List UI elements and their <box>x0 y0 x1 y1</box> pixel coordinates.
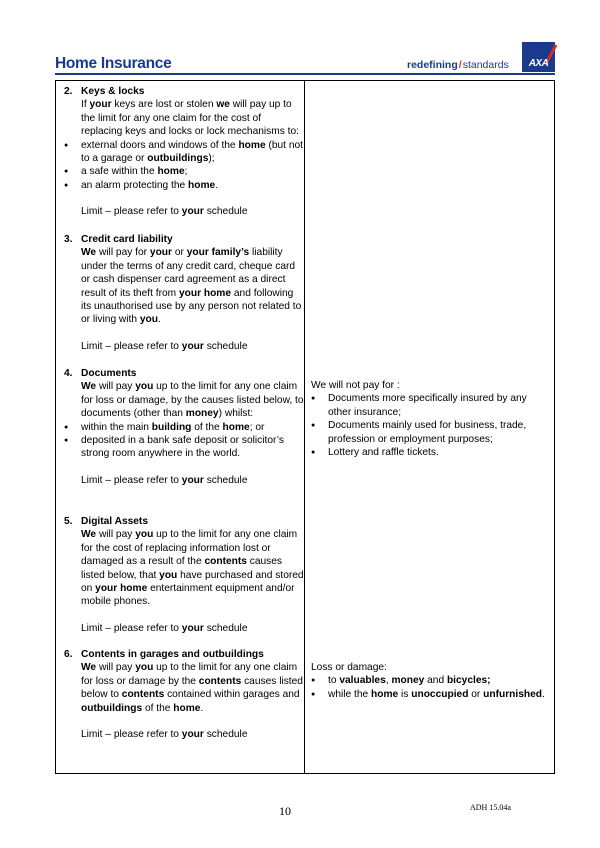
emphasis-term: contents <box>121 689 165 701</box>
emphasis-term: We <box>81 381 97 393</box>
bullet-item <box>64 434 304 461</box>
text-run: contained within garages and <box>164 689 300 701</box>
text-run: a safe within the <box>81 166 158 178</box>
section-limit <box>64 474 304 487</box>
emphasis-term: your <box>149 247 172 259</box>
emphasis-term: building <box>151 421 192 433</box>
emphasis-term: bicycles; <box>446 675 491 687</box>
text-run: will pay <box>96 381 136 393</box>
text-run: up to the limit for any one claim for loss or damage by the <box>81 662 298 687</box>
text-run: If <box>81 99 90 111</box>
emphasis-term: We <box>81 247 97 259</box>
text-run: liability under the terms of any credit card, cheque card or cash dispenser card agreement as a direct result of its theft from <box>81 247 296 299</box>
text-run: will pay for <box>96 247 150 259</box>
text-run: Documents mainly used for business, trade, profession or employment purposes; <box>328 420 527 445</box>
logo-text: AXA <box>528 58 549 69</box>
emphasis-term: your <box>181 340 204 352</box>
section-title: Documents <box>81 368 137 379</box>
bullet-item <box>64 421 304 434</box>
bullet-item <box>64 179 304 192</box>
section-body <box>64 528 304 608</box>
text-run: will pay <box>96 529 136 541</box>
section-number: 6. <box>64 649 73 660</box>
emphasis-term: money <box>391 675 425 687</box>
emphasis-term: home <box>188 179 216 191</box>
text-run: and <box>424 675 447 687</box>
section-number: 2. <box>64 86 73 97</box>
section-title: Contents in garages and outbuildings <box>81 649 264 660</box>
text-run: and following its unauthorised use by any person not related to or living with <box>81 287 302 326</box>
text-run: Limit – please refer to <box>81 729 182 741</box>
header-rule <box>55 73 555 75</box>
emphasis-term: We <box>81 662 97 674</box>
emphasis-term: home <box>238 139 266 151</box>
text-run: schedule <box>203 729 248 741</box>
section-heading <box>64 367 304 380</box>
section-garages <box>64 648 304 741</box>
bullet-item <box>64 139 304 166</box>
emphasis-term: home <box>222 421 250 433</box>
section-heading <box>64 648 304 661</box>
text-run: causes listed below, that <box>81 556 283 581</box>
column-divider <box>304 81 305 773</box>
emphasis-term: unoccupied <box>411 688 469 700</box>
section-bullets <box>64 139 304 193</box>
text-run: within the main <box>81 421 152 433</box>
document-code: ADH 15.04a <box>470 803 511 812</box>
emphasis-term: you <box>135 529 154 541</box>
emphasis-term: your <box>181 206 204 218</box>
text-run: Documents more specifically insured by any other insurance; <box>328 393 527 418</box>
text-run: ); <box>208 153 215 165</box>
text-run: ; <box>184 166 188 178</box>
section-title: Keys & locks <box>81 86 145 97</box>
section-body <box>64 661 304 715</box>
text-run: Limit – please refer to <box>81 622 182 634</box>
section-heading <box>64 85 304 98</box>
tagline-first: redefining <box>407 59 458 71</box>
text-run: external doors and windows of the <box>81 139 239 151</box>
text-run: have purchased and stored on <box>81 569 304 595</box>
page-title: Home Insurance <box>55 55 172 72</box>
emphasis-term: money <box>185 408 219 420</box>
text-run: or <box>171 247 187 259</box>
text-run: up to the limit for any one claim for the cost of replacing information lost or damaged as a result of the <box>81 529 298 568</box>
section-limit <box>64 205 304 218</box>
emphasis-term: unfurnished <box>483 688 543 700</box>
coverage-table <box>55 80 555 774</box>
text-run: will pay up to the limit for any one claim for the cost of replacing keys and locks or lock mechanisms to: <box>81 99 299 138</box>
emphasis-term: valuables <box>339 675 386 687</box>
text-run: (but not to a garage or <box>81 139 303 165</box>
emphasis-term: outbuildings <box>81 702 143 714</box>
emphasis-term: you <box>135 662 154 674</box>
text-run: keys are lost or stolen <box>111 99 217 111</box>
section-limit <box>64 340 304 353</box>
emphasis-term: your <box>181 622 204 634</box>
text-run: We will not pay for : <box>311 380 400 391</box>
text-run: schedule <box>203 206 248 218</box>
section-limit <box>64 622 304 635</box>
section-body <box>64 246 304 326</box>
text-run: to <box>328 675 340 687</box>
exclusion-item <box>311 688 547 701</box>
bullet-item <box>64 165 304 178</box>
emphasis-term: your <box>181 474 204 486</box>
text-run: ) whilst: <box>218 408 254 420</box>
emphasis-term: We <box>81 529 97 541</box>
section-heading <box>64 515 304 528</box>
emphasis-term: outbuildings <box>147 153 209 165</box>
text-run: is <box>398 688 412 700</box>
exclusions-intro <box>311 379 547 392</box>
section-title: Credit card liability <box>81 234 173 245</box>
section-digital-assets <box>64 515 304 635</box>
emphasis-term: you <box>135 381 154 393</box>
text-run: will pay <box>96 662 136 674</box>
section-credit-card <box>64 233 304 353</box>
exclusion-item <box>311 419 547 446</box>
text-run: deposited in a bank safe deposit or solicitor’s strong room anywhere in the world. <box>81 435 284 460</box>
section-bullets <box>64 421 304 461</box>
text-run: Limit – please refer to <box>81 474 182 486</box>
exclusion-item <box>311 446 547 459</box>
section-body <box>64 380 304 420</box>
exclusion-item <box>311 392 547 419</box>
section-keys-locks <box>64 85 304 219</box>
text-run: causes listed below to <box>81 675 303 701</box>
emphasis-term: we <box>216 99 230 111</box>
text-run: . <box>200 702 204 714</box>
text-run: or <box>468 688 484 700</box>
emphasis-term: your <box>181 729 204 741</box>
text-run: entertainment equipment and/or mobile phones. <box>81 583 295 608</box>
text-run: . <box>158 314 161 326</box>
section-number: 4. <box>64 368 73 379</box>
text-run: Lottery and raffle tickets. <box>328 447 439 459</box>
exclusions-intro <box>311 661 547 674</box>
emphasis-term: your <box>89 99 112 111</box>
section-limit <box>64 728 304 741</box>
emphasis-term: contents <box>198 675 242 687</box>
text-run: schedule <box>203 340 248 352</box>
exclusions-documents <box>311 379 547 459</box>
text-run: of the <box>191 421 223 433</box>
text-run: , <box>385 675 392 687</box>
text-run: . <box>215 179 219 191</box>
emphasis-term: home <box>173 702 201 714</box>
tagline-slash: / <box>458 59 462 71</box>
emphasis-term: home <box>371 688 399 700</box>
text-run: . <box>542 688 545 700</box>
emphasis-term: your home <box>95 583 148 595</box>
text-run: an alarm protecting the <box>81 179 189 191</box>
section-number: 5. <box>64 516 73 527</box>
text-run: Limit – please refer to <box>81 340 182 352</box>
emphasis-term: home <box>157 166 185 178</box>
page-number: 10 <box>279 804 291 818</box>
tagline-second: standards <box>462 59 509 71</box>
emphasis-term: contents <box>204 556 247 568</box>
text-run: schedule <box>203 474 248 486</box>
exclusions-bullets <box>311 674 547 701</box>
section-documents <box>64 367 304 487</box>
section-heading <box>64 233 304 246</box>
text-run: schedule <box>203 622 248 634</box>
section-number: 3. <box>64 234 73 245</box>
section-body <box>64 98 304 138</box>
text-run: of the <box>142 702 174 714</box>
axa-logo-icon <box>522 42 555 72</box>
text-run: Loss or damage: <box>311 662 387 673</box>
section-title: Digital Assets <box>81 516 148 527</box>
text-run: Limit – please refer to <box>81 206 182 218</box>
brand-tagline <box>407 59 509 71</box>
text-run: ; or <box>249 421 265 433</box>
exclusions-garages <box>311 661 547 701</box>
exclusion-item <box>311 674 547 687</box>
text-run: while the <box>328 688 372 700</box>
emphasis-term: your home <box>178 287 232 299</box>
emphasis-term: you <box>159 569 178 581</box>
exclusions-bullets <box>311 392 547 459</box>
emphasis-term: you <box>139 314 159 326</box>
emphasis-term: your family’s <box>186 247 250 259</box>
text-run: up to the limit for any one claim for loss or damage, by the causes listed below, to documents (other than <box>81 381 304 420</box>
